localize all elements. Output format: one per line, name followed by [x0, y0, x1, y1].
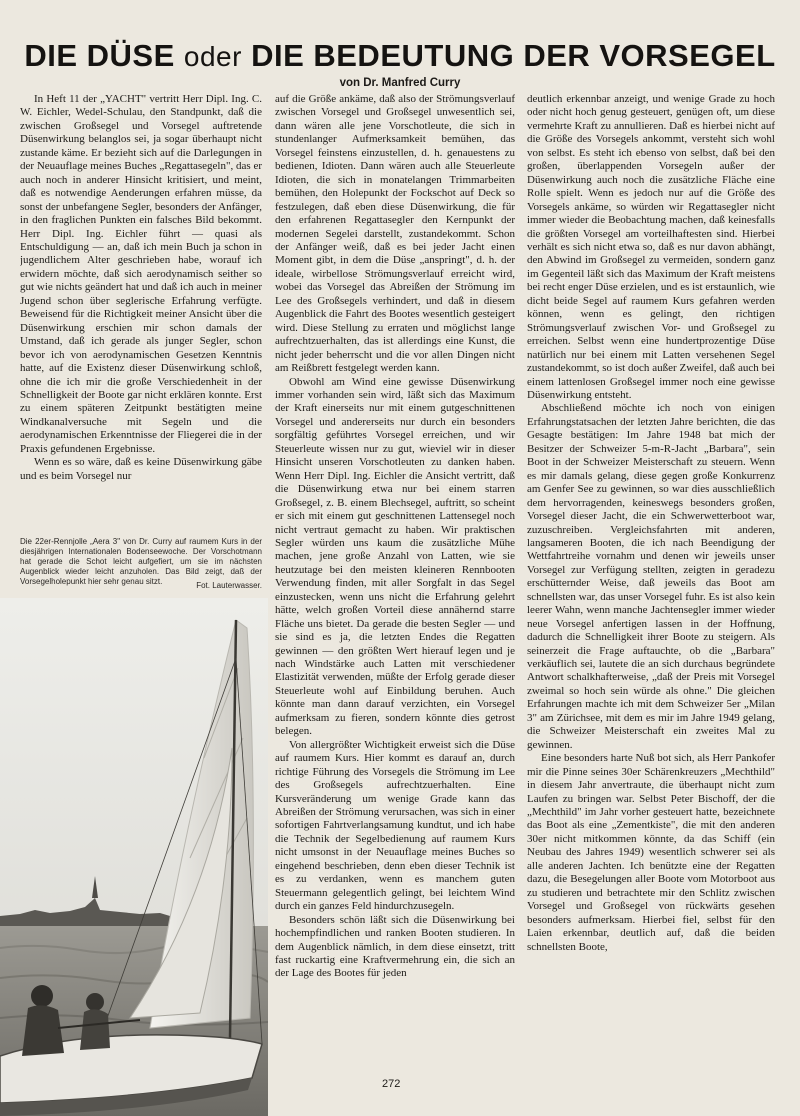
paragraph: In Heft 11 der „YACHT" vertritt Herr Dipl. Ing. C. W. Eichler, Wedel-Schulau, den Standpunkt, daß die zwischen Großsegel und Vorsegel auftretende Düsenwirkung belanglos sei, ja sogar überhaupt nicht zustande käme. Er bezieht sich auf die Darlegungen in der Neuauflage meines Buches „Regattasegeln", das er auch noch in anderer Hinsicht kritisiert, und meint, daß es notwendige Aenderungen erfahren müsse, da sonst der unbefangene Segler, besonders der Anfänger, in den fraglichen Punkten ein falsches Bild bekommt. Herr Dipl. Ing. Eichler führt — quasi als Entschuldigung — an, daß ich mein Buch ja schon in jugendlichem Alter geschrieben habe, worauf ich erwidern möchte, daß sich aerodynamisch seither so gut wie nichts geändert hat und daß ich auch in meiner Jugend schon über seglerische Erfahrung verfügte. Beweisend für die Richtigkeit meiner Ansicht über die Düsenwirkung erschien mir schon damals der Umstand, daß ich gerade als junger Segler, schon bevor ich von aerodynamischen Gesetzen Kenntnis hatte, auf die Existenz dieser Düsenwirkung schloß, ohne die ich mir die große Verschiedenheit in der Schnelligkeit der Boote gar nicht erklären konnte. Erst zu einem späteren Zeitpunkt bestätigten meine Windkanalversuche mit Segeln und die aerodynamischen Erkenntnisse der Fliegerei die in der Praxis gefundenen Ergebnisse.	[20, 93, 262, 455]
text-column-1	[20, 93, 262, 533]
paragraph: Abschließend möchte ich noch von einigen Erfahrungstatsachen der letzten Jahre berichten, die das Gesagte bestätigen: Im Jahre 1948 bat mich der Besitzer der Schweizer 5-m-R-Jacht „Barbara", sein Boot in der Schweizer Meisterschaft zu steuern. Wenn es mir damals gelang, diese gegen große Konkurrenz am Genfer See zu gewinnen, so war dies ausschließlich dem hervorragenden, keineswegs besonders großen, Vorsegel dieser Jacht, die ein Schwerwetterboot war, zuzuschreiben. Vergleichsfahrten mit anderen, langsameren Booten, die ich nach Beendigung der Wettfahrtreihe vornahm und denen wir jeweils unser Vorsegel zur Verfügung stellten, zeigten in geradezu erschütternder Weise, daß jeweils das Boot am schnellsten war, das unser Vorsegel fuhr. Es ist also kein leerer Wahn, wenn manche Jachtensegler immer wieder neue Vorsegel anfertigen lassen in der Hoffnung, dadurch die Schnelligkeit ihrer Boote zu steigern. Als seinerzeit die Frage auftauchte, ob die „Barbara" verkäuflich sei, lautete die an sich durchaus begründete Antwort schalkhafterweise, „daß der Preis mit Vorsegel zweimal so hoch sein würde als ohne." Die gleichen Erfahrungen machte ich mit dem Schweizer 5er „Milan 3" am Zürichsee, mit dem es mir im Jahre 1949 gelang, die Schweizer Meisterschaft ein zweites Mal zu gewinnen.	[527, 402, 775, 751]
sailboat-illustration	[0, 598, 268, 1116]
text-column-2	[275, 93, 515, 1078]
article-byline: von Dr. Manfred Curry	[339, 77, 461, 89]
page-number: 272	[382, 1078, 401, 1090]
paragraph: Von allergrößter Wichtigkeit erweist sich die Düse auf raumem Kurs. Hier kommt es darauf an, durch richtige Führung des Vorsegels die Strömung im Lee des Großsegels aufrechtzuerhalten. Eine Kursveränderung um wenige Grade kann das Abreißen der Strömung verursachen, was sich in einer sofortigen Fahrtverlangsamung kundtut, und ich habe die Technik der Segelbedienung auf raumem Kurs nicht umsonst in der Neuauflage meines Buches so eingehend beschrieben, denn eben dieser Technik ist es zu verdanken, wenn es manchem guten Steuermann gelegentlich gelingt, bei leichtem Wind durch ein ganzes Feld hindurchzusegeln.	[275, 738, 515, 913]
paragraph: auf die Größe ankäme, daß also der Strömungsverlauf zwischen Vorsegel und Großsegel unwesentlich sei, dann wären alle jene Vorschotleute, die sich in stundenlanger Aufmerksamkeit bemühen, das Vorsegel feinstens einzustellen, d. h. genauestens zu bedienen, Idioten. Dann wären auch alle Steuerleute Idioten, die sich in monatelangen Trimmarbeiten bemühen, den Holepunkt der Fockschot auf Deck so festzulegen, daß eben diese Düsenwirkung, die für den erfahrenen Regattasegler den Kernpunkt der modernen Segelei darstellt, zustandekommt. Schon der Anfänger weiß, daß es bei jeder Jacht einen Moment gibt, in dem die Düse „anspringt", d. h. der ideale, wirbellose Strömungsverlauf erreicht wird, wobei das Vorsegel das Abreißen der Strömung im Lee des Großsegels verhindert, und daß in diesem Augenblick die Fahrt des Bootes wesentlich gesteigert wird. Diese Stellung zu erraten und möglichst lange aufrechtzuerhalten, das ist allerdings eine Kunst, die nicht jeder beherrscht und die vor allen Dingen nicht am Reißbrett festgelegt werden kann.	[275, 93, 515, 375]
article-title	[0, 38, 800, 74]
text-column-3	[527, 93, 775, 1078]
paragraph: deutlich erkennbar anzeigt, und wenige Grade zu hoch oder nicht hoch genug gesteuert, genügen oft, um diese vermehrte Kraft zu annullieren. Daß es hierbei nicht auf die Größe des Vorsegels ankommt, versteht sich wohl von selbst. Es steht ich ebenso von selbst, daß bei den großen, überlappenden Vorsegeln außer der Düsenwirkung auch noch die zusätzliche Fläche eine Rolle spielt. Wenn es jedoch nur auf die Größe des Vorsegels ankäme, so würden wir Regattasegler nicht immer wieder die Beobachtung machen, daß keinesfalls die größten Vorsegel am vorteilhaftesten sind. Hierbei verhält es sich nicht etwa so, daß es nur davon abhängt, den Abwind im Großsegel zu vermeiden, sondern ganz im Gegenteil läßt sich das Maximum der Kraft meistens bei recht enger Düse erzielen, und es ist erstaunlich, wie dicht beide Segel auf raumem Kurs gefahren werden können, wenn es gelingt, den richtigen Strömungsverlauf zwischen Vor- und Großsegel zu erreichen. Selbst wenn eine hundertprozentige Düse natürlich nur bei einem mit Latten versehenen Segel zustandekommt, so ist doch außer Zweifel, daß auch bei einem lattenlosen Großsegel immer noch eine gewisse Düsenwirkung entsteht.	[527, 93, 775, 401]
title-part-3: DIE BEDEUTUNG DER VORSEGEL	[251, 38, 776, 73]
photo-credit: Fot. Lauterwasser.	[196, 581, 262, 590]
paragraph: Wenn es so wäre, daß es keine Düsenwirkung gäbe und es beim Vorsegel nur	[20, 456, 262, 482]
paragraph: Eine besonders harte Nuß bot sich, als Herr Pankofer mir die Pinne seines 30er Schärenkreuzers „Mechthild" in diesem Jahr anvertraute, die überhaupt nicht zum Laufen zu bringen war. Selbst Peter Bischoff, der die „Mechthild" im Jahr vorher gesteuert hatte, bezeichnete das Boot als eine „Zementkiste", die mit den anderen 30er nicht mitkommen könnte, da das Schiff (ein Neubau des Jahres 1949) wesentlich schwerer sei als alle anderen Jachten. Ich benützte eine der Regatten dazu, die Besegelungen aller Boote vom Motorboot aus zu studieren und betrachtete mir den Schlitz zwischen Vorsegel und Großsegel von rückwärts gesehen besonders aufmerksam. Hierbei fiel, selbst für den Laien erkennbar, deutlich auf, daß die beiden schnellsten Boote,	[527, 752, 775, 953]
sailboat-photo	[0, 598, 268, 1116]
paragraph: Besonders schön läßt sich die Düsenwirkung bei hochempfindlichen und ranken Booten studieren. In dem Augenblick nämlich, in dem diese einsetzt, tritt fast ruckartig eine Kraftvermehrung ein, die sich an der Lage des Bootes für jeden	[275, 913, 515, 980]
title-part-2: oder	[183, 41, 242, 72]
paragraph: Obwohl am Wind eine gewisse Düsenwirkung immer vorhanden sein wird, läßt sich das Maximum der Kraft einerseits nur mit einem gutgeschnittenen Vorsegel und andererseits nur durch ein besonders sorgfältig geführtes Vorsegel erreichen, und wir Steuerleute wissen nur zu gut, wieviel wir in dieser Hinsicht unseren Vorschotleuten zu danken haben. Wenn Herr Dipl. Ing. Eichler die Ansicht vertritt, daß die Düsenwirkung etwa nur bei einem starren Großsegel, z. B. einem Blechsegel, auftritt, so scheint er sich mit einem gut geschnittenen Lattensegel noch nicht vertraut gemacht zu haben. Wir praktischen Segler würden uns kaum die zusätzliche Mühe machen, jene große Anzahl von Latten, wie sie heutzutage bei den meisten kleineren Rennbooten Verwendung finden, mit aller Sorgfalt in das Segel einzustecken, wenn uns nicht die Erfahrung gelehrt hätte, welch großen Vorteil diese annähernd starre Fläche uns bietet. Da gerade die besten Segler — und sie sind es ja, die letzten Endes die Regatten gewinnen — den größten Wert hierauf legen und je nach Windstärke auch Latten mit verschiedener Elastizität verwenden, müßte der Erfolg gerade dieser Steuerleute wohl auf Einbildung beruhen. Auch könnte man dann darauf verzichten, ein Vorsegel aufmerksam zu fieren, sondern könnte dies getrost belegen.	[275, 375, 515, 738]
title-part-1: DIE DÜSE	[24, 38, 175, 73]
photo-caption: Die 22er-Rennjolle „Aera 3" von Dr. Curry auf raumem Kurs in der diesjährigen Internationalen Bodenseewoche. Der Vorschotmann hat gerade die Schot leicht aufgefiert, um sie im nächsten Augenblick wieder leicht anzuholen. Das Bild zeigt, daß der Vorsegelholepunkt hier sehr genau sitzt.	[20, 537, 262, 586]
